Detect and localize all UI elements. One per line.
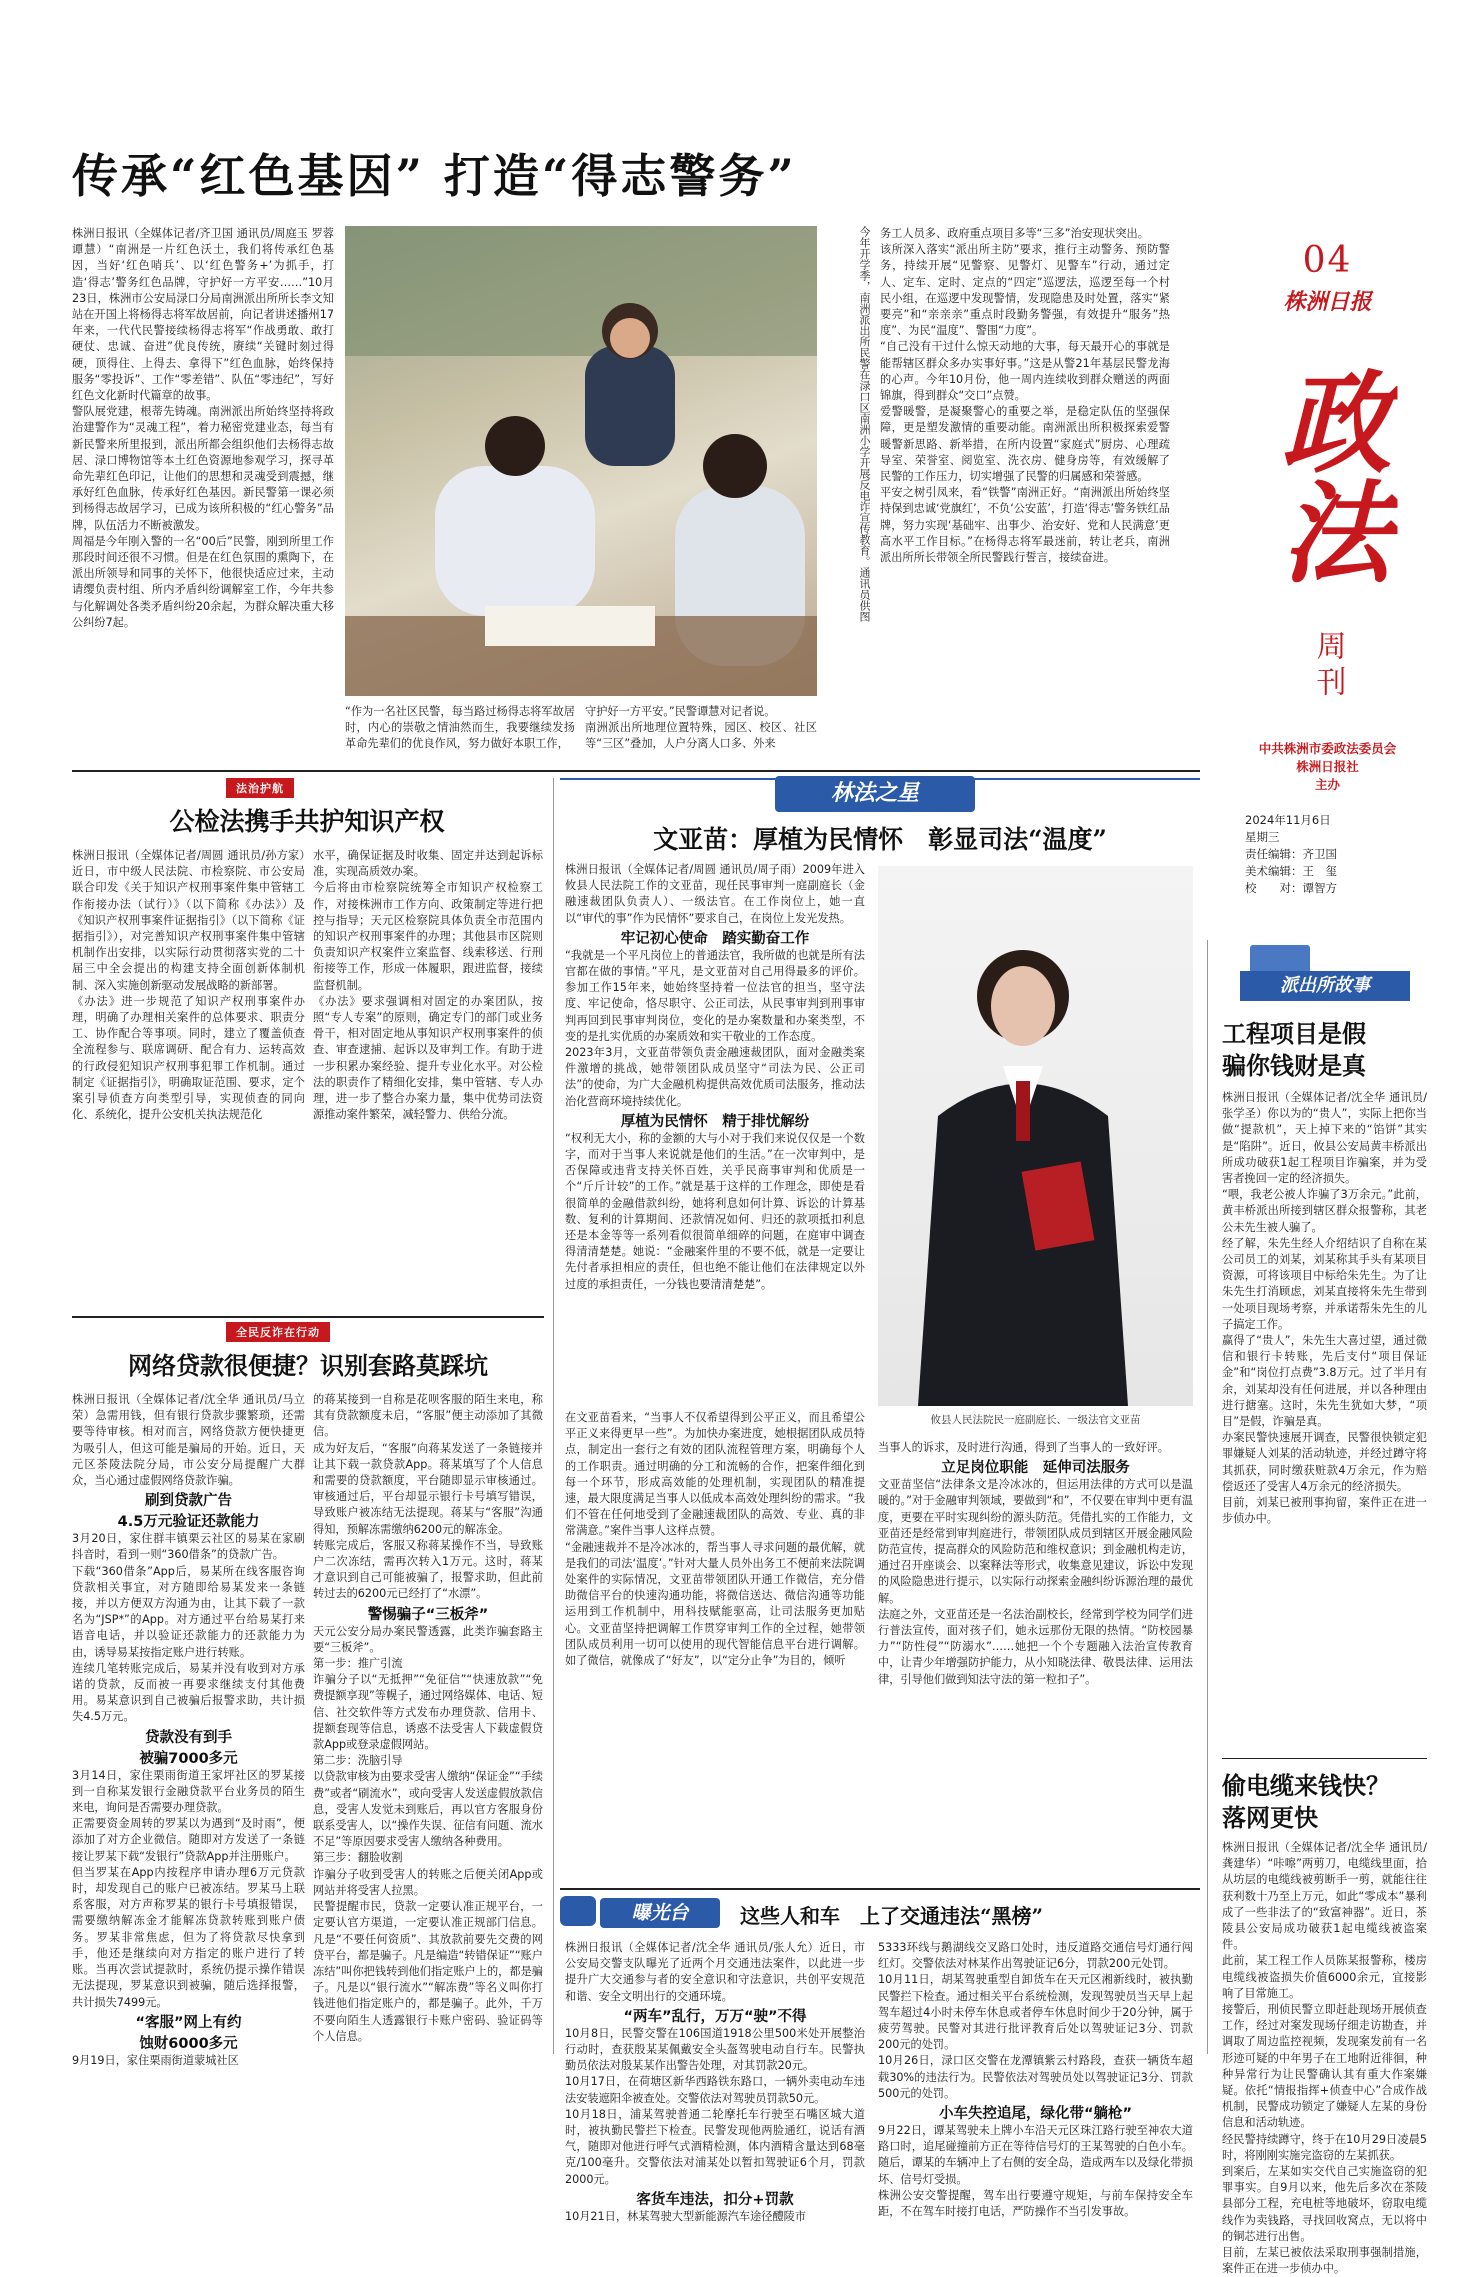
loan-sub-1: 刷到贷款广告 4.5万元验证还款能力	[117, 1493, 260, 1531]
traffic-banner-label: 曝光台	[600, 1898, 720, 1928]
police-story-headline-2: 偷电缆来钱快？ 落网更快	[1222, 1771, 1390, 1832]
loan-case-3: 的蒋某接到一自称是花呗客服的陌生来电，称其有贷款额度未启，“客服”便主动添加了其微信。 成为好友后，“客服”向蒋某发送了一条链接并让其下载一款贷款App。蒋某填写了个人信息和需要的贷款额度，平台随即显示审核通过。审核通过后，平台却显示银行卡号填写错误，导致账户被冻结无法提现。蒋某与“客服”沟通得知，预解冻需缴纳6200元的解冻金。 转账完成后，客服又称蒋某操作不当，导致账户二次冻结，需再次转入1万元。这时，蒋某才意识到自己可能被骗了，报警求助，但此前转过去的6200元已经打了“水漂”。	[313, 1393, 543, 1601]
lead-caption-bottom-2: 守护好一方平安。”民警谭慧对记者说。 南洲派出所地理位置特殊，园区、校区、社区等“三区”叠加，人户分离人口多、外来	[585, 705, 817, 751]
traffic-banner	[560, 1894, 740, 1932]
traffic-col-2	[878, 1940, 1193, 2219]
classroom-illustration	[345, 226, 817, 696]
judge-p3-right: 当事人的诉求，及时进行沟通，得到了当事人的一致好评。	[878, 1441, 1169, 1454]
art-editor-credit: 美术编辑：王 玺	[1245, 864, 1337, 878]
judge-sub-3: 立足岗位职能 延伸司法服务	[941, 1460, 1130, 1477]
proofreader-credit: 校 对：谭智方	[1245, 881, 1337, 895]
loan-sub-3: “客服”网上有约 蚀财6000多元	[135, 2014, 242, 2052]
traffic-sub-2: 客货车违法，扣分+罚款	[636, 2191, 794, 2208]
judge-p3-left: 在文亚苗看来，“当事人不仅希望得到公平正义，而且希望公平正义来得更早一些”。为加快办案进度，她根据团队成员特点，制定出一套行之有效的团队流程管理方案，明确每个人的工作职责。通过明确的分工和流畅的合作，把案件细化到每一个环节，形成高效能的处理机制，实现团队的精准提速，最大限度满足当事人以低成本高效处理纠纷的需求。“我们不管在任何地受到了金融速裁团队的高效、专业、真的非常满意。”案件当事人这样点赞。 “金融速裁并不是冷冰冰的，帮当事人寻求问题的最优解，就是我们的司法‘温度’。”针对大量人员外出务工不便前来法院调处案件的实际情况，文亚苗带领团队开通工作微信，充分借助微信平台的快速沟通功能，将微信送达、微信沟通等功能运用到工作机制中，用科技赋能驱高，让司法服务更加贴心。文亚苗坚持把调解工作贯穿审判工作的全过程，她带领团队成员利用一切可以使用的现代智能信息平台进行调解。如了微信，就像成了“好友”，以“定分止争”为目的，倾听	[565, 1411, 865, 1668]
loan-headline: 网络贷款很便捷？识别套路莫踩坑	[128, 1351, 488, 1380]
judge-sub-1: 牢记初心使命 踏实勤奋工作	[620, 930, 810, 947]
paper-name: 株洲日报	[1283, 290, 1372, 315]
police-story-headline-1: 工程项目是假 骗你钱财是真	[1222, 1019, 1366, 1080]
editor-credit: 责任编辑：齐卫国	[1245, 847, 1337, 861]
judge-intro: 株洲日报讯（全媒体记者/周圆 通讯员/周子雨）2009年进入攸县人民法院工作的文亚苗，现任民事审判一庭副庭长（金融速裁团队负责人）、一级法官。在工作岗位上，她一直以“审代的事”作为民情怀”要求自己，在岗位上发光发热。	[565, 863, 865, 925]
lead-col-4: 务工人员多、政府重点项目多等“三多”治安现状突出。 该所深入落实“派出所主防”要求，推行主动警务、预防警务，持续开展“见警察、见警灯、见警车”行动，通过定人、定车、定时、定点的“四定”巡逻法，巡逻至每一个村民小组，在巡逻中发现警情，发现隐患及时处置，落实“紧要亮”和“亲亲亲”重点时段勤务警强，有效提升“服务”热度”、为民“温度”、警围“力度”。 “自己没有干过什么惊天动地的大事，每天最开心的事就是能帮辖区群众多办实事好事。”这是从警21年基层民警龙海的心声。今年10月份，他一周内连续收到群众赠送的两面锦旗，得到群众“交口”点赞。 爱警暖警，是凝聚警心的重要之举，是稳定队伍的坚强保障，更是塑发激情的重要动能。南洲派出所积极探索爱警暖警新思路、新举措，在所内设置“家庭式”厨房、心理疏导室、荣誉室、阅览室、洗衣房、健身房等，有效缓解了民警的工作压力，切实增强了民警的归属感和荣誉感。 平安之树引凤来，看“铁警”南洲正好。“南洲派出所始终坚持保到忠诚‘党旗红’，不负‘公安蓝’，打造‘得志’警务铁红品牌，努力实现‘基础牢、出事少、治安好、党和人民满意’更高水平工作目标。”在杨得志将军最迷前，转让老兵，南洲派出所所长带领全所民警践行誓言，接续奋进。	[880, 227, 1170, 565]
judge-portrait	[878, 866, 1193, 1406]
loan-case-3-start: 9月19日，家住栗雨街道蒙城社区	[72, 2053, 239, 2067]
lead-caption-bottom-1: “作为一名社区民警，每当路过杨得志将军故居时，内心的崇敬之情油然而生，我要继续发扬革命先辈们的优良作风，努力做好本职工作，	[345, 705, 575, 751]
police-story-label: 派出所故事	[1240, 971, 1410, 1001]
judge-col-right-bottom	[878, 1440, 1193, 1880]
divider-ip-loan	[72, 1316, 544, 1318]
divider-top	[72, 770, 1200, 772]
loan-tips: 天元公安分局办案民警透露，此类诈骗套路主要“三板斧”。 第一步：推广引流 诈骗分子以“无抵押”“免征信”“快速放款”“免费提额享现”等幌子，通过网络媒体、电话、短信、社交软件等方式发布办理贷款、信用卡、提额套现等信息，诱惑不法受害人下载虚假贷款App或登录虚假网站。 第二步：洗脑引导 以贷款审核为由要求受害人缴纳“保证金”“手续费”或者“刷流水”，或向受害人发送虚假放款信息，受害人发觉未到账后，再以官方客服身份联系受害人，以“操作失误、征信有问题、流水不足”等原因要求受害人缴纳各种费用。 第三步：翻脸收割 诈骗分子收到受害人的转账之后便关闭App或网站并将受害人拉黑。 民警提醒市民，贷款一定要认准正规平台，一定要认官方渠道，一定要认准正规部门信息。凡是“不要任何资质”、其放款前要先交费的网贷平台，都是骗子。凡是编造“转错保证”“账户冻结”叫你把钱转到他们指定账户上的，都是骗子。凡是以“银行流水”“解冻费”等名义叫你打钱进他们指定账户的，都是骗子。此外，千万不要向陌生人透露银行卡账户密码、验证码等个人信息。	[313, 1624, 543, 2043]
traffic-headline: 这些人和车 上了交通违法“黑榜”	[740, 1904, 1044, 1928]
judge-banner-label: 林法之星	[775, 776, 975, 812]
police-story-banner	[1230, 945, 1420, 1005]
judge-p1: “我就是一个平凡岗位上的普通法官，我所做的也就是所有法官都在做的事情。”平凡，是文亚苗对自己用得最多的评价。参加工作15年来，她始终坚持着一位法官的担当，坚守法度、牢记使命，恪尽职守、公正司法，从民事审判到刑事审判再回到民事审判岗位，变化的是办案数量和办案类型，不变的是扎实优质的办案质效和实干敬业的工作态度。 2023年3月，文亚苗带领负责金融速裁团队，面对金融类案件激增的挑战，她带领团队成员坚守“司法为民、公正司法”的使命，为广大金融机构提供高效优质司法服务，推动法治化营商环境持续优化。	[565, 948, 865, 1108]
loan-tag: 全民反诈在行动	[226, 1322, 330, 1342]
judge-portrait-illustration	[878, 866, 1193, 1406]
traffic-sub-3: 小车失控追尾，绿化带“躺枪”	[938, 2106, 1133, 2123]
traffic-col-2-end: 9月22日，谭某驾驶未上牌小车沿天元区珠江路行驶至神农大道路口时，追尾碰撞前方正在等待信号灯的王某驾驶的白色小车。随后，谭某的车辆冲上了右侧的安全岛，造成两车以及绿化带损坏、信号灯受损。 株洲公安交警提醒，驾车出行要遵守规矩，与前车保持安全车距，不在驾车时接打电话，严防操作不当引发事故。	[878, 2124, 1193, 2219]
ip-col-1: 株洲日报讯（全媒体记者/周圆 通讯员/孙方家）近日，市中级人民法院、市检察院、市公安局联合印发《关于知识产权刑事案件集中管辖工作衔接办法（试行）》（以下简称《办法》）及《知识产权刑事案件证据指引》（以下简称《证据指引》），对完善知识产权刑事案件集中管辖机制作出安排，以实际行动贯彻落实党的二十届三中全会提出的构建支持全面创新体制机制、深入实施创新驱动发展战略的新部署。 《办法》进一步规范了知识产权刑事案件办理，明确了办理相关案件的总体要求、职责分工、协作配合等事项。同时，建立了覆盖侦查全流程参与、联席调研、配合有力、运转高效的行政侵犯知识产权刑事犯罪工作机制。通过制定《证据指引》，明确取证范围、要求，定个案引导侦查方向类型引导，实现侦查的同向化、系统化，提升公安机关执法规范化	[72, 849, 305, 1122]
lead-photo-caption-vertical: 今年开学季，南洲派出所民警在渌口区南洲小学开展反电诈宣传教育。通讯员供图	[858, 226, 871, 622]
masthead	[1225, 240, 1430, 897]
traffic-col-1-end: 10月21日，林某驾驶大型新能源汽车途径醴陵市	[565, 2209, 807, 2223]
judge-col-1	[565, 862, 865, 1402]
divider-police-stories	[1222, 1758, 1427, 1759]
loan-col-1	[72, 1392, 305, 2067]
issue-weekday: 星期三	[1245, 830, 1280, 844]
judge-photo-caption: 攸县人民法院民一庭副庭长、一级法官文亚苗	[930, 1414, 1141, 1426]
traffic-col-1-text: 10月8日，民警交警在106国道1918公里500米处开展整治行动时，查获殷某某佩戴安全头盔驾驶电动自行车。民警执勤员依法对殷某某作出警告处理，对其罚款20元。 10月17日，在荷塘区新华西路铁东路口，一辆外卖电动车违法安装遮阳伞被查处。交警依法对驾驶员罚款50元。 10月18日，浦某驾驶普通二轮摩托车行驶至石嘴区城大道时，被执勤民警拦下检查。民警发现他两脸通红，说话有酒气，随即对他进行呼气式酒精检测，体内酒精含量达到68毫克/100毫升。交警依法对浦某处以暂扣驾驶证6个月，罚款2000元。	[565, 2026, 865, 2186]
ip-tag: 法治护航	[226, 778, 294, 798]
traffic-col-1	[565, 1940, 865, 2223]
page-number: 04	[1302, 240, 1353, 281]
issue-date: 2024年11月6日	[1245, 813, 1331, 827]
divider-vertical-right	[1207, 940, 1208, 2054]
ip-headline: 公检法携手共护知识产权	[169, 807, 445, 836]
judge-headline: 文亚苗：厚植为民情怀 彰显司法“温度”	[653, 825, 1107, 854]
lead-photo	[345, 226, 817, 696]
loan-case-2: 3月14日，家住栗雨街道王家坪社区的罗某接到一自称某发银行金融贷款平台业务员的陌生来电，询问是否需要办理贷款。 正需要资金周转的罗某以为遇到“及时雨”，便添加了对方企业微信。随即对方发送了一条链接让罗某下载“发银行”贷款App并注册账户。 但当罗某在App内按程序申请办理6万元贷款时，却发现自己的账户已被冻结。罗某马上联系客服，对方声称罗某的银行卡号填报错误，需要缴纳解冻金才能解冻贷款转账到账户债务。罗某非常焦虑，但为了将贷款尽快拿到手，他还是继续向对方指定的账户进行了转账。当再次尝试提款时，系统仍提示操作错误无法提现，罗某意识到被骗，随后选择报警，共计损失7499元。	[72, 1768, 305, 2009]
police-station-icon	[1250, 945, 1310, 971]
loan-sub-2: 贷款没有到手 被骗7000多元	[139, 1729, 238, 1767]
traffic-intro: 株洲日报讯（全媒体记者/沈全华 通讯员/张人允）近日，市公安局交警支队曝光了近两个月交通违法案件，以此进一步提升广大交通参与者的安全意识和守法意识，共创平安规范和谐、安全文明出行的交通环境。	[565, 1941, 865, 2003]
judge-p2: “权利无大小，称的金额的大与小对于我们来说仅仅是一个数字，而对于当事人来说就是他们的生活。”在一次审判中，是否保障或违背支持关怀百姓，关乎民商事审判和优质是一个“斤斤计较”的工作。”就是基于这样的工作理念，即使是看很简单的金融借款纠纷，她将利息如何计算、诉讼的计算基数、复利的计算期间、还款情况如何、归还的款项抵扣利息还是本金等等一系列看似很简单细碎的问题，在庭审中调查得清清楚楚。她说：“金融案件里的不要不低，就是一定要让先付者承担相应的责任，但也绝不能让他们在法律规定以外过度的承担责任，一分钱也要清清楚楚”。	[565, 1131, 865, 1291]
loan-sub-4: 警惕骗子“三板斧”	[367, 1606, 489, 1623]
judge-banner	[560, 778, 1200, 816]
loan-col-2	[313, 1392, 543, 2052]
lead-headline: 传承“红色基因” 打造“得志警务”	[72, 149, 797, 203]
traffic-col-2-text: 5333环线与鹅湖线交叉路口处时，违反道路交通信号灯通行闯红灯。交警依法对林某作出驾驶证记6分，罚款200元处罚。 10月11日，胡某驾驶重型自卸货车在天元区湘新线时，被执勤民警拦下检查。通过相关平台系统检测，发现驾驶员当天早上起驾车超过4小时未停车休息或者停车休息时间少于20分钟，属于疲劳驾驶。民警对其进行批评教育后处以驾驶证记3分、罚款200元的处罚。 10月26日，渌口区交警在龙潭镇紫云村路段，查获一辆货车超载30%的违法行为。民警依法对驾驶员处以驾驶证记3分、罚款500元的处罚。	[878, 1941, 1193, 2100]
lead-col-1: 株洲日报讯（全媒体记者/齐卫国 通讯员/周庭玉 罗蓉 谭慧）“南洲是一片红色沃土，我们将传承红色基因，当好‘红色哨兵’、以‘红色警务+’为抓手，打造‘得志’警务红色品牌，守护好一方平安……”10月23日，株洲市公安局渌口分局南洲派出所所长李文知站在开国上将杨得志将军故居前，向记者讲述播州17年来，一代代民警接续杨得志将军“作战勇敢、敢打硬仗、忠诚、奋进”优良传统，赓续“关键时刻过得硬，顶得住、上得去、拿得下”红色血脉，始终保持服务“零投诉”、工作“零差错”、队伍“零违纪”，写好红色文化新时代篇章的故事。 警队展党建，根蒂先铸魂。南洲派出所始终坚持将政治建警作为“灵魂工程”，着力秘密党建业态，每当有新民警来所里报到，派出所都会组织他们去杨得志故居、渌口博物馆等本土红色资源地参观学习，探寻革命先辈红色印记，让他们的思想和灵魂受到震撼，继承好红色血脉，传承好红色基因。新民警第一课必须到杨得志故居学习，已成为该所积极的“红心警务”品牌，队伍活力不断被激发。 周福是今年刚入警的一名“00后”民警，刚到所里工作那段时间还很不习惯。但是在红色氛围的熏陶下，在派出所领导和同事的关怀下，他很快适应过来，主动请缨负责村组、所内矛盾纠纷调解室工作，今年共参与化解调处各类矛盾纠纷20余起，为群众解决重大移公纠纷7起。	[72, 227, 334, 629]
ip-col-2: 水平，确保证据及时收集、固定并达到起诉标准，实现高质效办案。 今后将由市检察院统筹全市知识产权检察工作，对接株洲市工作方向、政策制定等进行把控与指导；天元区检察院具体负责全市范围内的知识产权刑事案件的办理；其他县市区院则负责知识产权案件立案监督、线索移送、行刑衔接等工作，形成一体履职，跟进监督，接续监督机制。 《办法》要求强调相对固定的办案团队，按照“专人专案”的原则，确定专门的部门或业务骨干，相对固定地从事知识产权刑事案件的侦查、审查逮捕、起诉以及审判工作。有助于进一步积累办案经验、提升专业化水平。对公检法的职责作了精细化安排，集中管辖、专人办理，进一步了整合办案力量，集中优势司法资源推动案件繁荣，减轻警力、供给分流。	[313, 849, 543, 1122]
judge-p4: 文亚苗坚信“法律条文是冷冰冰的，但运用法律的方式可以是温暖的。”对于金融审判领域，要做到“和”，不仅要在审判中更有温度，更要在平时实现纠纷的源头防范。凭借扎实的工作能力，文亚苗还是经常到审判庭进行，带领团队成员到辖区开展金融风险防范宣传，提高群众的风险防范和维权意识；到金融机构走访，通过召开座谈会、以案释法等形式，收集意见建议，诉讼中发现的风险隐患进行提示，以实际行动探索金融纠纷诉源治理的最优解。 法庭之外，文亚苗还是一名法治副校长，经常到学校为同学们进行普法宣传，面对孩子们，她永远那份无限的热情。“防校园暴力”“防性侵”“防溺水”……她把一个个专题融入法治宣传教育中，让青少年增强防护能力，从小知晓法律、敬畏法律、运用法律，引导他们做到知法守法的第一粒扣子”。	[878, 1478, 1193, 1686]
traffic-sub-1: “两车”乱行，万万“驶”不得	[623, 2008, 807, 2025]
divider-vertical-left	[553, 778, 554, 2054]
police-story-text-1: 株洲日报讯（全媒体记者/沈全华 通讯员/张学圣）你以为的“贵人”，实际上把你当做“提款机”，天上掉下来的“馅饼”其实是“陷阱”。近日，攸县公安局黄丰桥派出所成功破获1起工程项目诈骗案，并为受害者挽回一定的经济损失。 “喂，我老公被人诈骗了3万余元。”此前，黄丰桥派出所接到辖区群众报警称，其老公未先生被人骗了。 经了解，朱先生经人介绍结识了自称在某公司员工的刘某，刘某称其手头有某项目资源，可将该项目中标给朱先生。为了让朱先生打消顾虑，刘某直接将朱先生带到一处项目现场考察，并承诺帮朱先生的儿子搞定工作。 赢得了“贵人”，朱先生大喜过望，通过微信和银行卡转账，先后支付“项目保证金”和“岗位打点费”3.8万元。过了半月有余，刘某却没有任何进展，并以各种理由进行搪塞。这时，朱先生犹如大梦，“项目”是假，诈骗是真。 办案民警快速展开调查，民警很快锁定犯罪嫌疑人刘某的活动轨迹，并经过蹲守将其抓获，同时缴获赃款4万余元，作为赔偿返还了受害人4万余元的经济损失。 目前，刘某已被刑事拘留，案件正在进一步侦办中。	[1222, 1091, 1427, 1526]
section-name: 政法	[1263, 365, 1393, 585]
weekly-label: 周刊	[1310, 630, 1346, 702]
judge-sub-2: 厚植为民情怀 精于排忧解纷	[620, 1113, 810, 1130]
camera-icon	[560, 1896, 596, 1926]
loan-intro: 株洲日报讯（全媒体记者/沈全华 通讯员/马立荣）急需用钱，但有银行贷款步骤繁琐，还需要等待审核。相对而言，网络贷款方便快捷更为吸引人，但这可能是骗局的开始。近日，天元区茶陵法院分局，市公安分局提醒广大群众，当心通过虚假网络贷款诈骗。	[72, 1393, 305, 1488]
police-story-text-2: 株洲日报讯（全媒体记者/沈全华 通讯员/龚建华）“咔嚓”两剪刀，电缆线里面，拾从坊层的电缆线被剪断手一剪，就能往往获利数十乃至上万元，如此“零成本”暴利成了一些非法了的“致富神器”。近日，茶陵县公安局成功破获1起电缆线被盗案件。 此前，某工程工作人员陈某报警称，楼房电缆线被盗损失价值6000余元，宜接影响了目常施工。 接警后，刑侦民警立即赶赴现场开展侦查工作，经过对案发现场仔细走访勘查，并调取了周边监控视频，发现案发前有一名形迹可疑的中年男子在工地附近徘徊，种种异常行为让民警确认其有重大作案嫌疑。依托“情报指挥+侦查中心”合成作战机制，民警成功锁定了嫌疑人左某的身份信息和活动轨迹。 经民警持续蹲守，终于在10月29日凌晨5时，将刚刚实施完盗窃的左某抓获。 到案后，左某如实交代自己实施盗窃的犯罪事实。自9月以来，他先后多次在茶陵县部分工程，充电桩等地破坏，窃取电缆线作为卖钱路，寻找回收窝点，无以将中的铜芯进行出售。 目前，左某已被依法采取刑事强制措施，案件正在进一步侦办中。	[1222, 1841, 1427, 2276]
sponsor: 中共株洲市委政法委员会 株洲日报社 主办	[1258, 741, 1397, 792]
loan-case-1: 3月20日，家住群丰镇栗云社区的易某在家刷抖音时，看到一则“360借条”的贷款广告。 下载“360借条”App后，易某所在线客服咨询贷款相关事宜，对方随即给易某发来一条链接，并以方便双方沟通为由，让其下载了一款名为“JSP*”的App。对方通过平台给易某打来语音电话，并以验证还款能力的还款能力为由，诱导易某按指定账户进行转账。 连续几笔转账完成后，易某并没有收到对方承诺的贷款，反而被一再要求继续支付其他费用。易某意识到自己被骗后报警求助，共计损失4.5万元。	[72, 1532, 305, 1724]
divider-judge-traffic	[560, 1888, 1200, 1890]
